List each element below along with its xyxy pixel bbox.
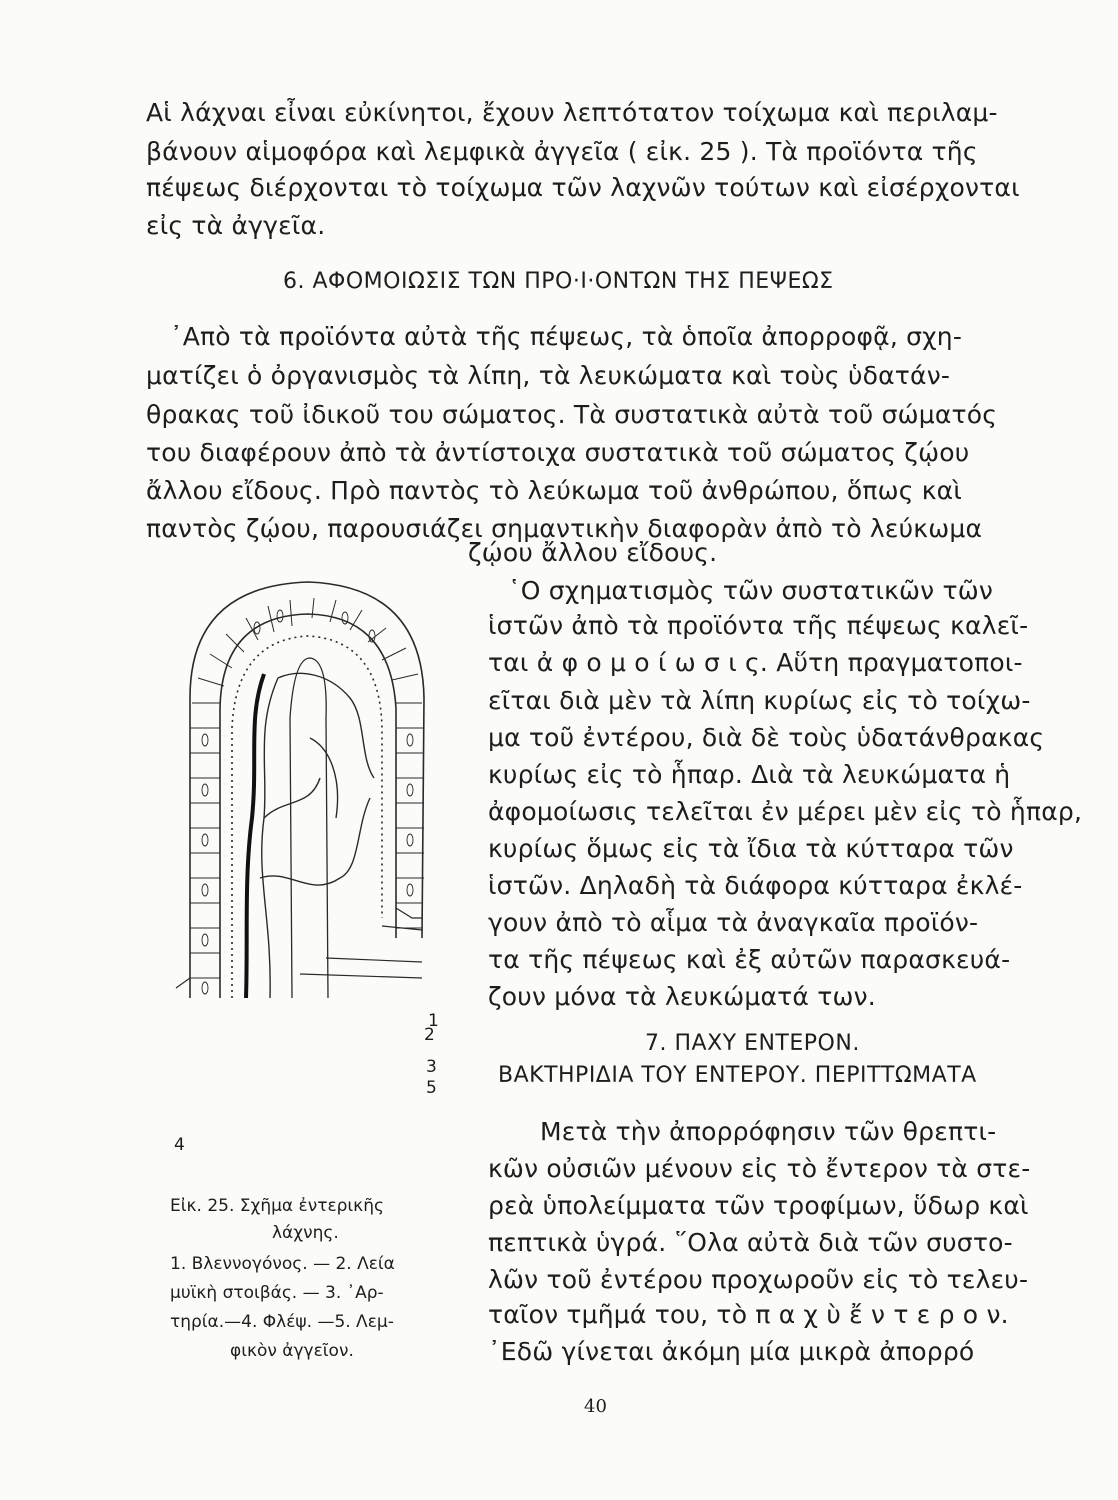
- text-line: παντὸς ζῴου, παρουσιάζει σημαντικὴν διαφορὰν ἀπὸ τὸ λεύκωμα: [146, 514, 983, 543]
- villus-diagram: [160, 578, 465, 998]
- text-line: θρακας τοῦ ἰδικοῦ του σώματος. Τὰ συστατικὰ αὐτὰ τοῦ σώματός: [146, 400, 998, 429]
- text-line: ζουν μόνα τὰ λευκώματά των.: [488, 982, 876, 1011]
- text-line: εῖται διὰ μὲν τὰ λίπη κυρίως εἰς τὸ τοίχω-: [488, 686, 1031, 715]
- text-line: εἰς τὰ ἀγγεῖα.: [146, 211, 326, 240]
- text-line: ᾿Απὸ τὰ προϊόντα αὐτὰ τῆς πέψεως, τὰ ὁποῖα ἀπορροφᾷ, σχη-: [170, 322, 963, 351]
- text-line: κῶν οὐσιῶν μένουν εἰς τὸ ἔντερον τὰ στε-: [488, 1154, 1031, 1183]
- figure-label-1: 1: [428, 1011, 439, 1031]
- text-line: ἄλλου εἴδους. Πρὸ παντὸς τὸ λεύκωμα τοῦ ἀνθρώπου, ὅπως καὶ: [146, 476, 962, 505]
- text-line: Αἱ λάχναι εἶναι εὐκίνητοι, ἔχουν λεπτότατον τοίχωμα καὶ περιλαμ-: [146, 98, 998, 127]
- text-line: πεπτικὰ ὑγρά. ῞Ολα αὐτὰ διὰ τῶν συστο-: [488, 1228, 1013, 1257]
- text-line: κυρίως εἰς τὸ ἧπαρ. Διὰ τὰ λευκώματα ἡ: [488, 760, 1011, 789]
- text-line: ἱστῶν ἀπὸ τὰ προϊόντα τῆς πέψεως καλεῖ-: [488, 611, 1029, 640]
- muscle-layer: [232, 636, 382, 998]
- villus-outer-wall: [190, 582, 424, 998]
- caption-line: 1. Βλεννογόνος. — 2. Λεία: [170, 1254, 395, 1274]
- caption-line: λάχνης.: [272, 1223, 339, 1243]
- caption-line: Εἰκ. 25. Σχῆμα ἐντερικῆς: [170, 1196, 384, 1216]
- caption-line: τηρία.—4. Φλέψ. —5. Λεμ-: [170, 1312, 394, 1332]
- text-line: πέψεως διέρχονται τὸ τοίχωμα τῶν λαχνῶν τούτων καὶ εἰσέρχονται: [146, 173, 1020, 202]
- section-7-heading: 7. ΠΑΧΥ ΕΝΤΕΡΟΝ.: [645, 1031, 860, 1056]
- caption-line: μυϊκὴ στοιβάς. — 3. ᾿Αρ-: [170, 1283, 384, 1303]
- text-line: του διαφέρουν ἀπὸ τὰ ἀντίστοιχα συστατικὰ τοῦ σώματος ζῴου: [146, 438, 970, 467]
- label-leaders: [176, 908, 422, 988]
- text-line: ᾿Εδῶ γίνεται ἀκόμη μία μικρὰ ἀπορρό: [488, 1337, 975, 1366]
- figure-label-5: 5: [426, 1078, 437, 1098]
- text-line: ματίζει ὁ ὀργανισμὸς τὰ λίπη, τὰ λευκώματα καὶ τοὺς ὑδατάν-: [146, 361, 951, 390]
- text-line: ζῴου ἄλλου εἴδους.: [468, 538, 718, 567]
- section-7-subheading: ΒΑΚΤΗΡΙΔΙΑ ΤΟΥ ΕΝΤΕΡΟΥ. ΠΕΡΙΤΤΩΜΑΤΑ: [498, 1063, 977, 1088]
- artery-branches: [260, 673, 374, 998]
- caption-line: φικὸν ἀγγεῖον.: [230, 1341, 354, 1361]
- text-line: ταῖον τμῆμά του, τὸ π α χ ὺ ἔ ν τ ε ρ ο ν.: [488, 1300, 1009, 1329]
- cell-nuclei: [202, 610, 413, 994]
- section-6-heading: 6. ΑΦΟΜΟΙΩΣΙΣ ΤΩΝ ΠΡΟ·Ι·ΟΝΤΩΝ ΤΗΣ ΠΕΨΕΩΣ: [283, 269, 834, 294]
- text-line: μα τοῦ ἐντέρου, διὰ δὲ τοὺς ὑδατάνθρακας: [488, 723, 1045, 752]
- text-line: λῶν τοῦ ἐντέρου προχωροῦν εἰς τὸ τελευ-: [488, 1265, 1029, 1294]
- vein: [246, 674, 264, 998]
- text-line: κυρίως ὅμως εἰς τὰ ἴδια τὰ κύτταρα τῶν: [488, 834, 1014, 863]
- figure-label-4: 4: [174, 1135, 185, 1155]
- text-line: ἱστῶν. Δηλαδὴ τὰ διάφορα κύτταρα ἐκλέ-: [488, 871, 1023, 900]
- page-number: 40: [584, 1396, 607, 1417]
- text-line: βάνουν αἱμοφόρα καὶ λεμφικὰ ἀγγεῖα ( εἰκ. 25 ). Τὰ προϊόντα τῆς: [146, 137, 978, 166]
- text-line: τα τῆς πέψεως καὶ ἐξ αὐτῶν παρασκευά-: [488, 945, 1011, 974]
- figure-label-3: 3: [426, 1057, 437, 1077]
- text-line: Μετὰ τὴν ἀπορρόφησιν τῶν θρεπτι-: [540, 1117, 997, 1146]
- figure-label-2: 2: [424, 1025, 435, 1045]
- text-line: γουν ἀπὸ τὸ αἷμα τὰ ἀναγκαῖα προϊόν-: [488, 908, 979, 937]
- epithelial-cells-left: [190, 600, 292, 978]
- lymph-vessel: [290, 658, 328, 998]
- text-line: ρεὰ ὑπολείμματα τῶν τροφίμων, ὕδωρ καὶ: [488, 1191, 1029, 1220]
- text-line: ται ἀ φ ο μ ο ί ω σ ι ς. Αὕτη πραγματοποι-: [488, 648, 1023, 677]
- text-line: ἀφομοίωσις τελεῖται ἐν μέρει μὲν εἰς τὸ ἧπαρ,: [488, 797, 1083, 826]
- text-line: ῾Ο σχηματισμὸς τῶν συστατικῶν τῶν: [508, 576, 994, 605]
